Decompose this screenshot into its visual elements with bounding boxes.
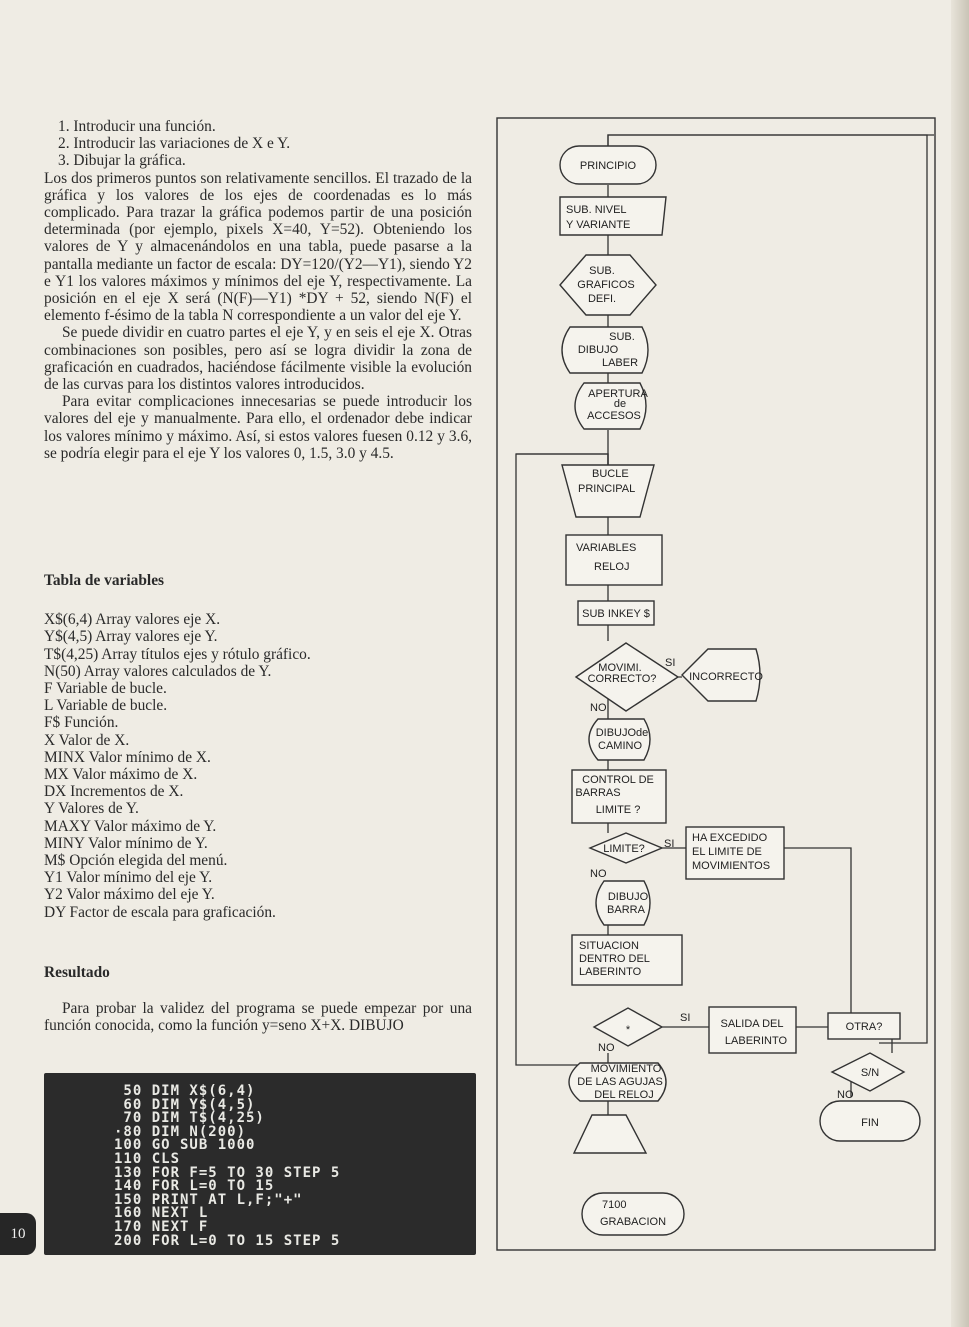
flowchart bbox=[494, 115, 939, 1253]
variable-item: T$(4,25) Array títulos ejes y rótulo gráfico. bbox=[44, 645, 311, 663]
situacion-label: SITUACION bbox=[579, 940, 639, 952]
control-label: BARRAS bbox=[575, 787, 621, 799]
movimiento-label: MOVIMIENTO bbox=[590, 1063, 662, 1075]
otra-label: OTRA? bbox=[845, 1021, 883, 1033]
code-text: 50 DIM X$(6,4) 60 DIM Y$(4,5) 70 DIM T$(4,25) ·80 DIM N(200) 100 GO SUB 1000 110 CLS 130 FOR F=5 TO 30 STEP 5 140 FOR L=0 TO 15 150 PRINT AT L,F;"+" 160 NEXT L 170 NEXT F 200 FOR L=0 TO 15 STEP 5 bbox=[114, 1083, 341, 1249]
sn-label: S/N bbox=[860, 1067, 880, 1079]
grabacion-label: 7100 bbox=[602, 1199, 627, 1211]
salida-label: SALIDA DEL bbox=[720, 1018, 784, 1030]
limite-label: LIMITE? bbox=[603, 843, 645, 855]
grabacion-label: GRABACION bbox=[600, 1216, 667, 1228]
variable-item: L Variable de bucle. bbox=[44, 697, 168, 715]
no-label: NO bbox=[590, 702, 607, 714]
code-listing bbox=[44, 1073, 476, 1255]
movimiento-label: DEL RELOJ bbox=[594, 1089, 654, 1101]
variable-item: X Valor de X. bbox=[44, 731, 130, 749]
page-edge bbox=[951, 0, 969, 1327]
variables-label: RELOJ bbox=[594, 561, 630, 573]
sub-dibujo-label: LABER bbox=[601, 357, 639, 369]
paragraph: Los dos primeros puntos son relativamente sencillos. El trazado de la gráfica y los valores de los ejes de coordenadas es lo más complicado. Para trazar la gráfica podemos partir de una posición determinada (por ejemplo, pixels X=40, Y=52). Obteniendo los valores de Y y almacenándolos en una tabla, puede pasarse a la pantalla mediante un factor de escala: DY=120/(Y2—Y1), siendo Y2 e Y1 los valores máximos y mínimos del eje Y, respectivamente. La posición en el eje X será (N(F)—Y1) *DY + 52, siendo N(F) el elemento f-ésimo de la tabla N correspondiente a un valor del eje Y. bbox=[44, 169, 472, 325]
sub-inkey-label: SUB INKEY $ bbox=[582, 608, 650, 620]
star-label: * bbox=[625, 1024, 631, 1036]
variable-item: Y1 Valor mínimo del eje Y. bbox=[44, 869, 213, 887]
variable-item: N(50) Array valores calculados de Y. bbox=[44, 662, 272, 680]
sub-dibujo-label: DIBUJO bbox=[577, 344, 619, 356]
paragraph: Para evitar complicaciones innecesarias se puede introducir los valores del eje y manualmente. Para ello, el ordenador debe indicar los valores mínimo y máximo. Así, si estos valores fuesen 0.12 y 3.6, se podría elegir para el eje Y los valores 0, 1.5, 3.0 y 4.5. bbox=[44, 393, 472, 462]
section-heading: Resultado bbox=[44, 964, 110, 981]
sub-graficos-label: SUB. bbox=[589, 265, 615, 277]
dibujo-barra-node bbox=[596, 881, 650, 925]
control-label: LIMITE ? bbox=[595, 804, 641, 816]
variable-item: MAXY Valor máximo de Y. bbox=[44, 817, 217, 835]
variable-item: MINY Valor mínimo de Y. bbox=[44, 834, 208, 852]
intro-list bbox=[44, 118, 472, 170]
apertura-label: de bbox=[613, 398, 627, 410]
intro-text bbox=[44, 118, 472, 462]
variables-label: VARIABLES bbox=[576, 542, 637, 554]
sub-graficos-label: GRAFICOS bbox=[577, 279, 635, 291]
variable-item: F$ Función. bbox=[44, 714, 119, 732]
variable-item: F Variable de bucle. bbox=[44, 680, 167, 698]
dibujo-barra-label: BARRA bbox=[607, 904, 645, 916]
list-item: 3. Dibujar la gráfica. bbox=[58, 152, 186, 170]
apertura-label: APERTURA bbox=[588, 388, 648, 400]
list-item: 1. Introducir una función. bbox=[58, 118, 216, 135]
variable-item: M$ Opción elegida del menú. bbox=[44, 852, 228, 870]
excedido-label: MOVIMIENTOS bbox=[692, 860, 771, 872]
salida-label: LABERINTO bbox=[724, 1035, 788, 1047]
dibujo-camino-label: CAMINO bbox=[598, 740, 642, 752]
movimiento-label: DE LAS AGUJAS bbox=[577, 1076, 663, 1088]
result-section bbox=[44, 964, 472, 1035]
variable-item: Y$(4,5) Array valores eje Y. bbox=[44, 628, 218, 646]
start-label: PRINCIPIO bbox=[579, 160, 637, 172]
movimi-label: MOVIMI. bbox=[598, 662, 642, 674]
no-label: NO bbox=[598, 1042, 615, 1054]
yes-label: SI bbox=[665, 657, 676, 669]
yes-label: SI bbox=[664, 838, 675, 850]
variable-item: X$(6,4) Array valores eje X. bbox=[44, 611, 221, 629]
yes-label: SI bbox=[680, 1012, 691, 1024]
bucle-label: PRINCIPAL bbox=[578, 483, 636, 495]
variable-item: Y2 Valor máximo del eje Y. bbox=[44, 886, 215, 904]
incorrecto-label: INCORRECTO bbox=[689, 671, 763, 683]
situacion-label: DENTRO DEL bbox=[579, 953, 650, 965]
end-label: FIN bbox=[861, 1117, 879, 1129]
sub-nivel-label: Y VARIANTE bbox=[566, 219, 631, 231]
no-label: NO bbox=[590, 868, 607, 880]
loop-line bbox=[608, 135, 927, 1043]
bucle-label: BUCLE bbox=[592, 468, 629, 480]
excedido-label: EL LIMITE DE bbox=[692, 846, 762, 858]
excedido-label: HA EXCEDIDO bbox=[692, 832, 768, 844]
no-label: NO bbox=[837, 1089, 854, 1101]
dibujo-barra-label: DIBUJO bbox=[607, 891, 649, 903]
list-item: 2. Introducir las variaciones de X e Y. bbox=[58, 135, 291, 153]
section-heading: Tabla de variables bbox=[44, 572, 165, 589]
situacion-label: LABERINTO bbox=[579, 966, 642, 978]
variable-item: MX Valor máximo de X. bbox=[44, 766, 198, 784]
sub-graficos-label: DEFI. bbox=[587, 293, 617, 305]
paragraph: Se puede dividir en cuatro partes el eje Y, y en seis el eje X. Otras combinaciones son posibles, pero así se logra dividir la zona de graficación en cuadrados, haciéndose fácilmente visible la evolución de las curvas para los distintos valores introducidos. bbox=[44, 324, 472, 394]
variables-list bbox=[44, 611, 472, 921]
dibujo-camino-label: DIBUJOde bbox=[595, 727, 649, 739]
variable-item: DX Incrementos de X. bbox=[44, 783, 184, 801]
sub-dibujo-label: SUB. bbox=[609, 331, 635, 343]
grabacion-node bbox=[582, 1193, 684, 1235]
paragraph: Para probar la validez del programa se puede empezar por una función conocida, como la función y=seno X+X. DIBUJO bbox=[44, 1000, 472, 1035]
page-number: 10 bbox=[0, 1213, 36, 1255]
variable-item: MINX Valor mínimo de X. bbox=[44, 748, 211, 766]
end-loop-node bbox=[574, 1115, 646, 1153]
sub-nivel-label: SUB. NIVEL bbox=[566, 204, 627, 216]
control-label: CONTROL DE bbox=[582, 774, 654, 786]
movimi-label: CORRECTO? bbox=[587, 673, 657, 685]
variables-section bbox=[44, 572, 472, 921]
apertura-label: ACCESOS bbox=[587, 410, 641, 422]
variable-item: Y Valores de Y. bbox=[44, 800, 139, 818]
loop-line bbox=[608, 135, 934, 146]
variable-item: DY Factor de escala para graficación. bbox=[44, 903, 276, 921]
